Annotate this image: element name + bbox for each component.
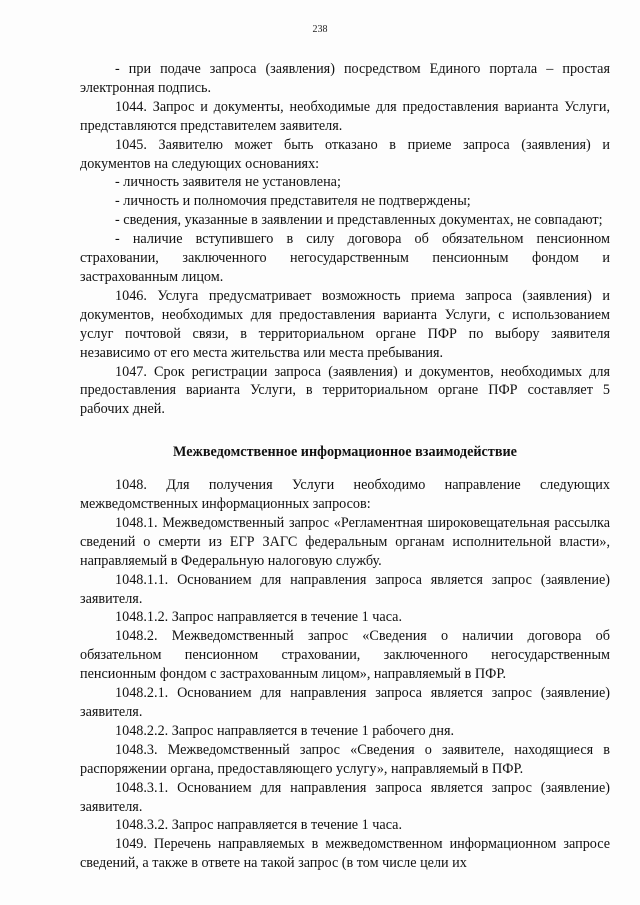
paragraph-signature-item: - при подаче запроса (заявления) посредством Единого портала – простая электронная подпись. xyxy=(80,61,610,96)
list-item-mismatch: - сведения, указанные в заявлении и представленных документах, не совпадают; xyxy=(115,212,603,229)
paragraph-1048-1-2: 1048.1.2. Запрос направляется в течение 1 часа. xyxy=(115,609,403,626)
paragraph-1048: 1048. Для получения Услуги необходимо направление следующих межведомственных информационных запросов: xyxy=(80,477,610,513)
paragraph-1048-2-2: 1048.2.2. Запрос направляется в течение 1 рабочего дня. xyxy=(115,722,455,739)
paragraph-1047: 1047. Срок регистрации запроса (заявления) и документов, необходимых для предоставления варианта Услуги, в территориальном органе ПФР составляет 5 рабочих дней. xyxy=(80,363,610,418)
paragraph-1049: 1049. Перечень направляемых в межведомственном информационном запросе сведений, а также в ответе на такой запрос (в том числе цели их xyxy=(80,836,610,872)
list-item-contract: - наличие вступившего в силу договора об обязательном пенсионном страховании, заключенного негосударственным пенсионным фондом и застрахованным лицом. xyxy=(80,231,610,285)
paragraph-1048-3-1: 1048.3.1. Основанием для направления запроса является запрос (заявление) заявителя. xyxy=(80,779,610,815)
section-heading: Межведомственное информационное взаимодействие xyxy=(173,444,517,461)
paragraph-1048-1: 1048.1. Межведомственный запрос «Регламентная широковещательная рассылка сведений о смерти из ЕГР ЗАГС федеральным органам исполнительной власти», направляемый в Федеральную налоговую службу. xyxy=(80,514,610,569)
paragraph-1048-3-2: 1048.3.2. Запрос направляется в течение 1 часа. xyxy=(115,817,403,834)
page-number: 238 xyxy=(312,24,328,35)
paragraph-1048-1-1: 1048.1.1. Основанием для направления запроса является запрос (заявление) заявителя. xyxy=(80,571,610,607)
paragraph-1048-2: 1048.2. Межведомственный запрос «Сведения о наличии договора об обязательном пенсионном страховании, заключенного негосударственным пенсионным фондом с застрахованным лицом», направляемый в ПФР. xyxy=(80,628,610,683)
list-item-identity: - личность заявителя не установлена; xyxy=(115,174,341,191)
list-item-representative: - личность и полномочия представителя не подтверждены; xyxy=(115,193,471,210)
document-body xyxy=(80,60,610,873)
paragraph-1045: 1045. Заявителю может быть отказано в приеме запроса (заявления) и документов на следующих основаниях: xyxy=(80,136,610,172)
paragraph-1048-3: 1048.3. Межведомственный запрос «Сведения о заявителе, находящиеся в распоряжении органа, предоставляющего услугу», направляемый в ПФР. xyxy=(80,741,610,777)
paragraph-1044: 1044. Запрос и документы, необходимые для предоставления варианта Услуги, представляются представителем заявителя. xyxy=(80,98,610,134)
paragraph-1046: 1046. Услуга предусматривает возможность приема запроса (заявления) и документов, необходимых для предоставления варианта Услуги, с использованием услуг почтовой связи, в территориальном органе ПФР по выбору заявителя независимо от его места жительства или места пребывания. xyxy=(80,287,610,361)
paragraph-1048-2-1: 1048.2.1. Основанием для направления запроса является запрос (заявление) заявителя. xyxy=(80,685,610,720)
